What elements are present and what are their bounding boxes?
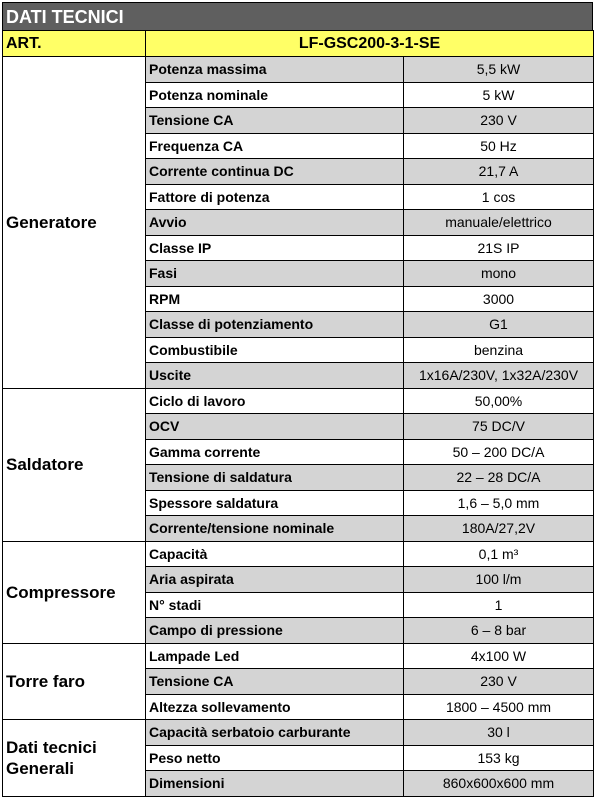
spec-label: Uscite: [146, 363, 404, 389]
art-row: [3, 31, 594, 57]
spec-label: Altezza sollevamento: [146, 694, 404, 720]
spec-label: Ciclo di lavoro: [146, 388, 404, 414]
spec-label: Combustibile: [146, 337, 404, 363]
spec-label: Corrente/tensione nominale: [146, 516, 404, 542]
spec-value: 1,6 – 5,0 mm: [404, 490, 594, 516]
spec-row: [3, 388, 594, 414]
section-name: Torre faro: [3, 643, 146, 720]
section-name: Compressore: [3, 541, 146, 643]
sheet-title: DATI TECNICI: [2, 2, 593, 30]
spec-value: 153 kg: [404, 745, 594, 771]
spec-label: Fattore di potenza: [146, 184, 404, 210]
spec-value: manuale/elettrico: [404, 210, 594, 236]
spec-value: 50 – 200 DC/A: [404, 439, 594, 465]
spec-label: Classe IP: [146, 235, 404, 261]
spec-value: 1 cos: [404, 184, 594, 210]
spec-label: Lampade Led: [146, 643, 404, 669]
spec-label: Corrente continua DC: [146, 159, 404, 185]
spec-value: mono: [404, 261, 594, 287]
spec-value: 1x16A/230V, 1x32A/230V: [404, 363, 594, 389]
spec-label: Aria aspirata: [146, 567, 404, 593]
spec-value: 75 DC/V: [404, 414, 594, 440]
spec-value: 50,00%: [404, 388, 594, 414]
spec-label: Peso netto: [146, 745, 404, 771]
section-name: Generatore: [3, 57, 146, 389]
spec-label: Tensione CA: [146, 108, 404, 134]
spec-value: 1: [404, 592, 594, 618]
spec-value: G1: [404, 312, 594, 338]
spec-label: Gamma corrente: [146, 439, 404, 465]
spec-label: Avvio: [146, 210, 404, 236]
spec-value: 6 – 8 bar: [404, 618, 594, 644]
spec-label: Fasi: [146, 261, 404, 287]
spec-row: [3, 720, 594, 746]
spec-row: [3, 541, 594, 567]
spec-value: 100 l/m: [404, 567, 594, 593]
spec-row: [3, 57, 594, 83]
specs-table: [2, 30, 594, 797]
spec-value: 5 kW: [404, 82, 594, 108]
spec-value: 1800 – 4500 mm: [404, 694, 594, 720]
spec-label: Classe di potenziamento: [146, 312, 404, 338]
spec-label: Frequenza CA: [146, 133, 404, 159]
spec-label: Dimensioni: [146, 771, 404, 797]
spec-value: 230 V: [404, 669, 594, 695]
technical-data-sheet: [2, 2, 593, 797]
spec-value: 4x100 W: [404, 643, 594, 669]
spec-value: 5,5 kW: [404, 57, 594, 83]
spec-label: Tensione di saldatura: [146, 465, 404, 491]
spec-value: 21,7 A: [404, 159, 594, 185]
spec-value: 230 V: [404, 108, 594, 134]
art-code: LF-GSC200-3-1-SE: [146, 31, 594, 57]
spec-label: Capacità: [146, 541, 404, 567]
spec-value: 21S IP: [404, 235, 594, 261]
spec-label: RPM: [146, 286, 404, 312]
spec-value: 3000: [404, 286, 594, 312]
spec-label: Campo di pressione: [146, 618, 404, 644]
section-name: Dati tecnici Generali: [3, 720, 146, 797]
spec-row: [3, 643, 594, 669]
spec-value: 30 l: [404, 720, 594, 746]
spec-label: N° stadi: [146, 592, 404, 618]
spec-label: OCV: [146, 414, 404, 440]
spec-label: Tensione CA: [146, 669, 404, 695]
spec-value: 22 – 28 DC/A: [404, 465, 594, 491]
spec-value: 50 Hz: [404, 133, 594, 159]
spec-value: 0,1 m³: [404, 541, 594, 567]
spec-label: Capacità serbatoio carburante: [146, 720, 404, 746]
spec-value: 860x600x600 mm: [404, 771, 594, 797]
spec-value: 180A/27,2V: [404, 516, 594, 542]
spec-label: Potenza massima: [146, 57, 404, 83]
section-name: Saldatore: [3, 388, 146, 541]
spec-label: Spessore saldatura: [146, 490, 404, 516]
spec-value: benzina: [404, 337, 594, 363]
spec-label: Potenza nominale: [146, 82, 404, 108]
art-label: ART.: [3, 31, 146, 57]
